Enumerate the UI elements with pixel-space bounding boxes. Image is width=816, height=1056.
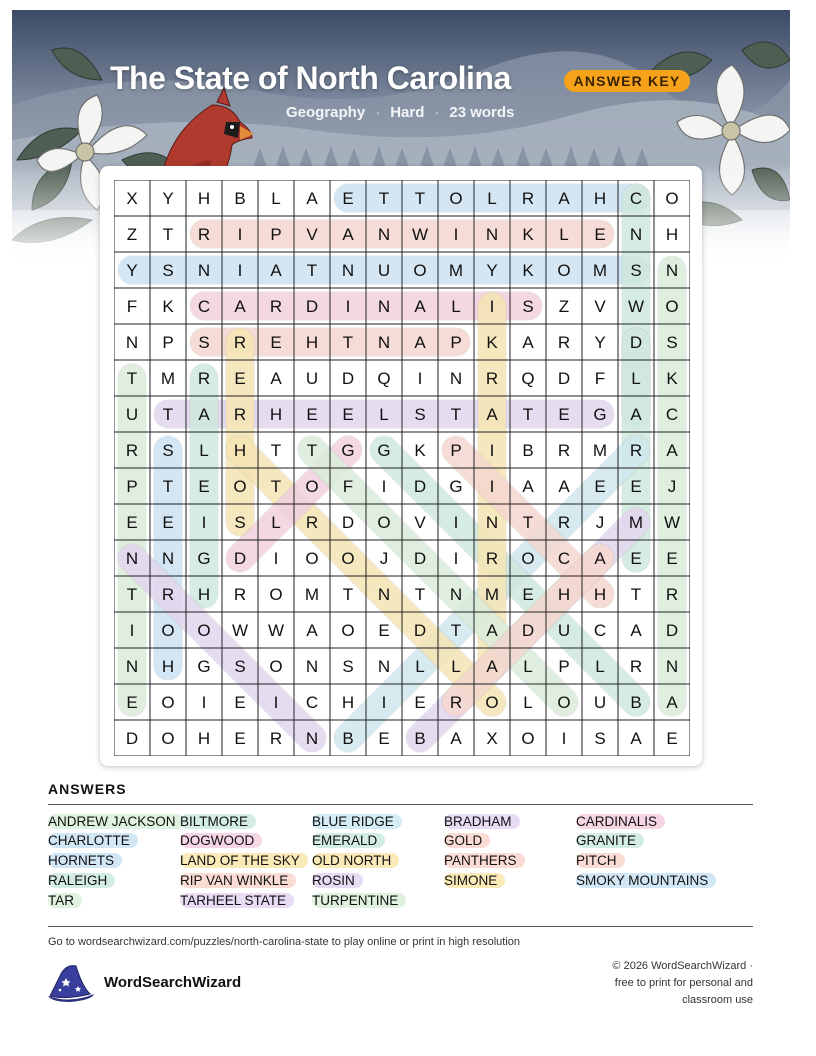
grid-letter[interactable]: D: [557, 369, 571, 388]
grid-letter[interactable]: E: [306, 405, 318, 424]
separator-dot: ·: [434, 104, 440, 121]
answer-word: CHARLOTTE: [48, 833, 138, 848]
grid-letter[interactable]: D: [521, 621, 535, 640]
grid-letter[interactable]: B: [342, 729, 354, 748]
grid-letter[interactable]: P: [450, 333, 462, 352]
grid-letter[interactable]: M: [448, 261, 464, 280]
grid-letter[interactable]: R: [125, 441, 139, 460]
grid-letter[interactable]: R: [197, 369, 211, 388]
grid-letter[interactable]: M: [592, 441, 608, 460]
grid-letter[interactable]: A: [270, 369, 282, 388]
grid-letter[interactable]: A: [666, 441, 678, 460]
answer-word: GRANITE: [576, 833, 644, 848]
grid-letter[interactable]: W: [663, 513, 681, 532]
grid-letter[interactable]: V: [594, 297, 606, 316]
grid-letter[interactable]: K: [486, 333, 498, 352]
grid-letter[interactable]: T: [270, 441, 282, 460]
grid-letter[interactable]: S: [162, 261, 174, 280]
grid-letter[interactable]: N: [125, 549, 139, 568]
grid-letter[interactable]: L: [451, 297, 461, 316]
grid-letter[interactable]: R: [629, 441, 643, 460]
copyright-notice: [583, 958, 753, 1009]
grid-letter[interactable]: L: [487, 189, 497, 208]
grid-letter[interactable]: D: [413, 621, 427, 640]
grid-letter[interactable]: J: [379, 549, 389, 568]
grid-letter[interactable]: B: [234, 189, 246, 208]
answer-word: RIP VAN WINKLE: [180, 873, 296, 888]
grid-letter[interactable]: H: [305, 333, 319, 352]
grid-letter[interactable]: H: [665, 225, 679, 244]
grid-letter[interactable]: O: [521, 729, 535, 748]
grid-letter[interactable]: Y: [486, 261, 498, 280]
answers-divider: [48, 804, 753, 805]
answer-word: DOGWOOD: [180, 833, 262, 848]
grid-letter[interactable]: N: [305, 729, 319, 748]
grid-letter[interactable]: N: [449, 585, 463, 604]
grid-letter[interactable]: I: [129, 621, 135, 640]
grid-letter[interactable]: G: [197, 657, 211, 676]
grid-letter[interactable]: E: [162, 513, 174, 532]
grid-letter[interactable]: E: [558, 405, 570, 424]
grid-letter[interactable]: A: [486, 405, 498, 424]
grid-letter[interactable]: R: [269, 297, 283, 316]
grid-letter[interactable]: E: [126, 693, 138, 712]
grid-letter[interactable]: E: [270, 333, 282, 352]
grid-letter[interactable]: H: [269, 405, 283, 424]
grid-letter[interactable]: I: [453, 513, 459, 532]
grid-letter[interactable]: I: [201, 693, 207, 712]
grid-letter[interactable]: E: [126, 513, 138, 532]
puzzle-meta: [286, 104, 514, 121]
footer-url-text: Go to wordsearchwizard.com/puzzles/north-carolina-state to play online or print in high resolution: [48, 936, 521, 948]
grid-letter[interactable]: I: [237, 261, 243, 280]
grid-letter[interactable]: V: [306, 225, 318, 244]
grid-letter[interactable]: T: [126, 369, 138, 388]
grid-letter[interactable]: V: [414, 513, 426, 532]
answer-word: CARDINALIS: [576, 814, 665, 829]
grid-letter[interactable]: L: [523, 693, 533, 712]
grid-letter[interactable]: U: [557, 621, 571, 640]
answer-word: LAND OF THE SKY: [180, 853, 308, 868]
grid-letter[interactable]: K: [666, 369, 678, 388]
grid-letter[interactable]: N: [161, 549, 175, 568]
grid-letter[interactable]: N: [629, 225, 643, 244]
grid-letter[interactable]: T: [378, 189, 390, 208]
grid-letter[interactable]: G: [197, 549, 211, 568]
grid-letter[interactable]: T: [522, 513, 534, 532]
grid-letter[interactable]: I: [273, 693, 279, 712]
grid-letter[interactable]: I: [489, 477, 495, 496]
grid-letter[interactable]: E: [234, 369, 246, 388]
grid-letter[interactable]: R: [233, 405, 247, 424]
grid-letter[interactable]: N: [377, 225, 391, 244]
grid-letter[interactable]: I: [273, 549, 279, 568]
grid-letter[interactable]: S: [198, 333, 210, 352]
grid-letter[interactable]: I: [237, 225, 243, 244]
grid-letter[interactable]: R: [665, 585, 679, 604]
grid-letter[interactable]: A: [234, 297, 246, 316]
grid-letter[interactable]: A: [630, 729, 642, 748]
answer-word: TARHEEL STATE: [180, 893, 294, 908]
grid-letter[interactable]: Z: [558, 297, 570, 316]
grid-letter[interactable]: O: [449, 189, 463, 208]
grid-letter[interactable]: O: [557, 261, 571, 280]
grid-letter[interactable]: M: [628, 513, 644, 532]
grid-letter[interactable]: K: [522, 261, 534, 280]
grid-letter[interactable]: H: [197, 729, 211, 748]
grid-letter[interactable]: D: [233, 549, 247, 568]
grid-letter[interactable]: O: [269, 585, 283, 604]
grid-letter[interactable]: T: [162, 225, 174, 244]
grid-letter[interactable]: A: [486, 621, 498, 640]
grid-letter[interactable]: K: [414, 441, 426, 460]
word-count-label: 23 words: [449, 104, 515, 121]
grid-letter[interactable]: U: [125, 405, 139, 424]
grid-letter[interactable]: E: [666, 549, 678, 568]
grid-letter[interactable]: C: [197, 297, 211, 316]
grid-letter[interactable]: S: [234, 657, 246, 676]
grid-letter[interactable]: E: [198, 477, 210, 496]
grid-letter[interactable]: L: [559, 225, 569, 244]
grid-letter[interactable]: R: [233, 585, 247, 604]
grid-letter[interactable]: L: [199, 441, 209, 460]
grid-letter[interactable]: E: [594, 225, 606, 244]
grid-letter[interactable]: T: [306, 261, 318, 280]
grid-letter[interactable]: H: [557, 585, 571, 604]
grid-letter[interactable]: N: [125, 657, 139, 676]
grid-letter[interactable]: O: [413, 261, 427, 280]
grid-letter[interactable]: E: [342, 189, 354, 208]
grid-letter[interactable]: O: [305, 549, 319, 568]
grid-letter[interactable]: T: [414, 189, 426, 208]
grid-letter[interactable]: S: [522, 297, 534, 316]
answer-word: EMERALD: [312, 833, 385, 848]
grid-letter[interactable]: C: [557, 549, 571, 568]
answer-word: ROSIN: [312, 873, 363, 888]
grid-letter[interactable]: A: [594, 549, 606, 568]
answer-key-badge: ANSWER KEY: [564, 70, 690, 92]
grid-letter[interactable]: C: [593, 621, 607, 640]
grid-letter[interactable]: O: [161, 729, 175, 748]
grid-letter[interactable]: K: [522, 225, 534, 244]
grid-letter[interactable]: F: [342, 477, 354, 496]
grid-letter[interactable]: H: [197, 585, 211, 604]
copyright-line: free to print for personal and: [614, 977, 753, 989]
grid-letter[interactable]: S: [162, 441, 174, 460]
grid-letter[interactable]: U: [305, 369, 319, 388]
grid-letter[interactable]: O: [557, 693, 571, 712]
grid-letter[interactable]: O: [161, 693, 175, 712]
grid-letter[interactable]: S: [630, 261, 642, 280]
copyright-line: classroom use: [682, 994, 753, 1006]
grid-letter[interactable]: T: [306, 441, 318, 460]
grid-letter[interactable]: O: [197, 621, 211, 640]
grid-letter[interactable]: X: [126, 189, 138, 208]
grid-letter[interactable]: T: [414, 585, 426, 604]
grid-letter[interactable]: G: [449, 477, 463, 496]
grid-letter[interactable]: W: [231, 621, 249, 640]
brand-name: WordSearchWizard: [104, 974, 242, 991]
footer-divider: [48, 926, 753, 927]
grid-letter[interactable]: I: [453, 225, 459, 244]
grid-letter[interactable]: S: [342, 657, 354, 676]
grid-letter[interactable]: W: [267, 621, 285, 640]
grid-letter[interactable]: M: [160, 369, 176, 388]
grid-letter[interactable]: R: [557, 513, 571, 532]
grid-letter[interactable]: A: [450, 729, 462, 748]
word-search-grid[interactable]: [114, 180, 690, 756]
grid-letter[interactable]: D: [665, 621, 679, 640]
grid-letter[interactable]: F: [594, 369, 606, 388]
grid-letter[interactable]: R: [449, 693, 463, 712]
grid-letter[interactable]: A: [414, 333, 426, 352]
grid-letter[interactable]: O: [521, 549, 535, 568]
grid-letter[interactable]: R: [233, 333, 247, 352]
grid-letter[interactable]: C: [629, 189, 643, 208]
grid-letter[interactable]: E: [414, 693, 426, 712]
grid-letter[interactable]: T: [162, 405, 174, 424]
grid-letter[interactable]: N: [665, 657, 679, 676]
grid-letter[interactable]: E: [378, 729, 390, 748]
answer-word: BLUE RIDGE: [312, 814, 402, 829]
grid-letter[interactable]: A: [486, 657, 498, 676]
answer-word: SIMONE: [444, 873, 505, 888]
grid-letter[interactable]: M: [592, 261, 608, 280]
grid-letter[interactable]: T: [342, 585, 354, 604]
grid-letter[interactable]: D: [629, 333, 643, 352]
grid-letter[interactable]: T: [450, 405, 462, 424]
grid-letter[interactable]: P: [126, 477, 138, 496]
grid-letter[interactable]: Q: [521, 369, 535, 388]
grid-letter[interactable]: R: [161, 585, 175, 604]
grid-letter[interactable]: I: [345, 297, 351, 316]
grid-letter[interactable]: O: [233, 477, 247, 496]
grid-letter[interactable]: Y: [162, 189, 174, 208]
grid-letter[interactable]: I: [489, 441, 495, 460]
wizard-hat-icon: [46, 962, 96, 1004]
grid-letter[interactable]: A: [558, 189, 570, 208]
grid-letter[interactable]: L: [415, 657, 425, 676]
grid-letter[interactable]: D: [413, 477, 427, 496]
grid-letter[interactable]: O: [377, 513, 391, 532]
grid-letter[interactable]: A: [342, 225, 354, 244]
grid-letter[interactable]: P: [558, 657, 570, 676]
grid-letter[interactable]: L: [631, 369, 641, 388]
grid-letter[interactable]: L: [379, 405, 389, 424]
grid-letter[interactable]: O: [305, 477, 319, 496]
answer-word: HORNETS: [48, 853, 122, 868]
grid-letter[interactable]: S: [594, 729, 606, 748]
grid-letter[interactable]: T: [126, 585, 138, 604]
answer-word: SMOKY MOUNTAINS: [576, 873, 716, 888]
copyright-line: © 2026 WordSearchWizard ·: [612, 960, 753, 972]
grid-letter[interactable]: G: [377, 441, 391, 460]
grid-letter[interactable]: T: [450, 621, 462, 640]
grid-letter[interactable]: R: [521, 189, 535, 208]
grid-letter[interactable]: D: [125, 729, 139, 748]
grid-letter[interactable]: O: [665, 297, 679, 316]
grid-letter[interactable]: J: [667, 477, 677, 496]
grid-letter[interactable]: A: [306, 621, 318, 640]
grid-letter[interactable]: R: [557, 441, 571, 460]
grid-letter[interactable]: U: [377, 261, 391, 280]
grid-letter[interactable]: R: [485, 369, 499, 388]
grid-letter[interactable]: N: [377, 297, 391, 316]
answer-word: GOLD: [444, 833, 490, 848]
grid-letter[interactable]: J: [595, 513, 605, 532]
grid-letter[interactable]: O: [269, 657, 283, 676]
grid-letter[interactable]: N: [665, 261, 679, 280]
grid-letter[interactable]: S: [234, 513, 246, 532]
grid-letter[interactable]: A: [306, 189, 318, 208]
grid-letter[interactable]: E: [234, 693, 246, 712]
grid-letter[interactable]: N: [377, 585, 391, 604]
grid-letter[interactable]: L: [271, 513, 281, 532]
grid-letter[interactable]: R: [557, 333, 571, 352]
grid-letter[interactable]: W: [411, 225, 429, 244]
grid-letter[interactable]: D: [305, 297, 319, 316]
grid-letter[interactable]: Q: [377, 369, 391, 388]
answer-word: BILTMORE: [180, 814, 256, 829]
grid-letter[interactable]: A: [630, 405, 642, 424]
grid-letter[interactable]: T: [342, 333, 354, 352]
grid-letter[interactable]: A: [522, 477, 534, 496]
answer-word: PANTHERS: [444, 853, 525, 868]
grid-letter[interactable]: I: [201, 513, 207, 532]
grid-letter[interactable]: E: [342, 405, 354, 424]
grid-letter[interactable]: B: [630, 693, 642, 712]
grid-letter[interactable]: P: [270, 225, 282, 244]
grid-letter[interactable]: H: [593, 189, 607, 208]
grid-letter[interactable]: B: [414, 729, 426, 748]
grid-letter[interactable]: L: [271, 189, 281, 208]
grid-letter[interactable]: A: [558, 477, 570, 496]
grid-letter[interactable]: R: [485, 549, 499, 568]
grid-letter[interactable]: O: [341, 549, 355, 568]
grid-letter[interactable]: T: [270, 477, 282, 496]
grid-letter[interactable]: B: [522, 441, 534, 460]
grid-letter[interactable]: N: [305, 657, 319, 676]
difficulty-label: Hard: [390, 104, 425, 121]
grid-letter[interactable]: N: [197, 261, 211, 280]
grid-letter[interactable]: I: [561, 729, 567, 748]
grid-letter[interactable]: C: [305, 693, 319, 712]
grid-letter[interactable]: I: [453, 549, 459, 568]
grid-letter[interactable]: I: [381, 477, 387, 496]
grid-letter[interactable]: P: [450, 441, 462, 460]
grid-letter[interactable]: N: [377, 657, 391, 676]
grid-letter[interactable]: D: [341, 369, 355, 388]
grid-letter[interactable]: N: [485, 225, 499, 244]
grid-letter[interactable]: O: [341, 621, 355, 640]
answer-word: BRADHAM: [444, 814, 520, 829]
grid-letter[interactable]: W: [627, 297, 645, 316]
grid-letter[interactable]: E: [666, 729, 678, 748]
grid-letter[interactable]: G: [341, 441, 355, 460]
answer-word: OLD NORTH: [312, 853, 399, 868]
grid-letter[interactable]: X: [486, 729, 498, 748]
grid-letter[interactable]: L: [523, 657, 533, 676]
answer-word: TAR: [48, 893, 82, 908]
answers-heading: ANSWERS: [48, 781, 127, 797]
grid-letter[interactable]: A: [270, 261, 282, 280]
page-title: The State of North Carolina: [110, 60, 511, 96]
grid-letter[interactable]: M: [304, 585, 320, 604]
grid-letter[interactable]: O: [485, 693, 499, 712]
grid-letter[interactable]: O: [665, 189, 679, 208]
grid-letter[interactable]: N: [449, 369, 463, 388]
grid-letter[interactable]: H: [233, 441, 247, 460]
grid-letter[interactable]: H: [341, 693, 355, 712]
grid-letter[interactable]: T: [630, 585, 642, 604]
grid-letter[interactable]: A: [666, 693, 678, 712]
grid-letter[interactable]: E: [234, 729, 246, 748]
grid-letter[interactable]: E: [522, 585, 534, 604]
grid-letter[interactable]: E: [630, 549, 642, 568]
grid-letter[interactable]: Y: [594, 333, 606, 352]
grid-letter[interactable]: H: [161, 657, 175, 676]
grid-letter[interactable]: M: [484, 585, 500, 604]
grid-letter[interactable]: E: [378, 621, 390, 640]
grid-letter[interactable]: P: [162, 333, 174, 352]
grid-letter[interactable]: H: [593, 585, 607, 604]
grid-letter[interactable]: R: [629, 657, 643, 676]
grid-letter[interactable]: Y: [126, 261, 138, 280]
grid-letter[interactable]: A: [414, 297, 426, 316]
answer-word: TURPENTINE: [312, 893, 406, 908]
grid-letter[interactable]: L: [595, 657, 605, 676]
answer-word: ANDREW JACKSON: [48, 814, 184, 829]
grid-letter[interactable]: L: [451, 657, 461, 676]
grid-letter[interactable]: D: [413, 549, 427, 568]
subject-label: Geography: [286, 104, 366, 121]
grid-letter[interactable]: T: [162, 477, 174, 496]
grid-letter[interactable]: S: [414, 405, 426, 424]
grid-letter[interactable]: I: [381, 693, 387, 712]
grid-letter[interactable]: R: [305, 513, 319, 532]
grid-letter[interactable]: A: [630, 621, 642, 640]
grid-letter[interactable]: R: [197, 225, 211, 244]
grid-letter[interactable]: N: [341, 261, 355, 280]
grid-letter[interactable]: A: [198, 405, 210, 424]
grid-letter[interactable]: K: [162, 297, 174, 316]
grid-letter[interactable]: C: [665, 405, 679, 424]
grid-letter[interactable]: U: [593, 693, 607, 712]
grid-letter[interactable]: G: [593, 405, 607, 424]
grid-letter[interactable]: Z: [126, 225, 138, 244]
grid-letter[interactable]: E: [594, 477, 606, 496]
grid-letter[interactable]: R: [269, 729, 283, 748]
grid-letter[interactable]: F: [126, 297, 138, 316]
grid-letter[interactable]: S: [666, 333, 678, 352]
grid-letter[interactable]: O: [161, 621, 175, 640]
grid-letter[interactable]: H: [197, 189, 211, 208]
grid-letter[interactable]: I: [489, 297, 495, 316]
grid-letter[interactable]: N: [125, 333, 139, 352]
grid-letter[interactable]: T: [522, 405, 534, 424]
grid-letter[interactable]: D: [341, 513, 355, 532]
answer-word: RALEIGH: [48, 873, 115, 888]
grid-letter[interactable]: N: [485, 513, 499, 532]
grid-letter[interactable]: N: [377, 333, 391, 352]
grid-letter[interactable]: I: [417, 369, 423, 388]
grid-letter[interactable]: A: [522, 333, 534, 352]
answer-word: PITCH: [576, 853, 625, 868]
grid-letter[interactable]: E: [630, 477, 642, 496]
separator-dot: ·: [375, 104, 381, 121]
